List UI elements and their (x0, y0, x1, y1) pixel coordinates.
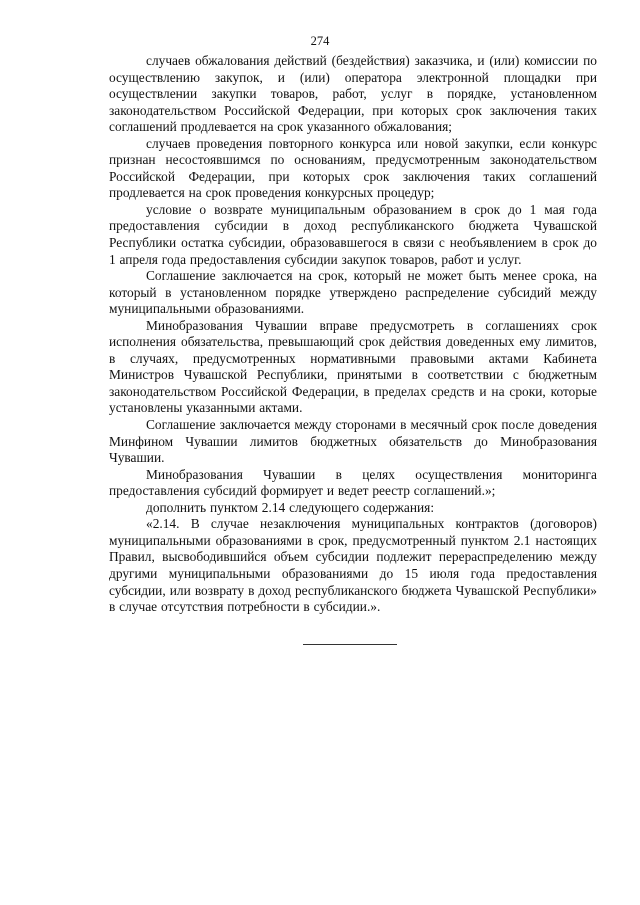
page-number: 274 (310, 34, 330, 48)
paragraph: «2.14. В случае незаключения муниципальных контрактов (договоров) муниципальными образованиями в срок, предусмотренный пунктом 2.1 настоящих Правил, высвободившийся объем субсидии подлежит перераспределению между другими муниципальными образованиями до 15 июля года предоставления субсидии, или возврату в доход республиканского бюджета Чувашской Республики» в случае отсутствия потребности в субсидии.». (109, 516, 597, 615)
paragraph: случаев проведения повторного конкурса или новой закупки, если конкурс признан несостоявшимся по основаниям, предусмотренным законодательством Российской Федерации, при которых срок заключения таких соглашений продлевается на срок проведения конкурсных процедур; (109, 135, 597, 201)
paragraph: Минобразования Чувашии в целях осуществления мониторинга предоставления субсидий формирует и ведет реестр соглашений.»; (109, 466, 597, 499)
end-separator-line (303, 644, 397, 645)
paragraph: Соглашение заключается на срок, который не может быть менее срока, на который в установленном порядке утверждено распределение субсидий между муниципальными образованиями. (109, 268, 597, 317)
paragraph: дополнить пунктом 2.14 следующего содержания: (146, 499, 435, 515)
paragraph: Минобразования Чувашии вправе предусмотреть в соглашениях срок исполнения обязательства, превышающий срок действия доведенных ему лимитов, в случаях, предусмотренных нормативными правовыми актами Кабинета Министров Чувашской Республики, принятыми в соответствии с бюджетным законодательством Российской Федерации, в пределах средств и на сроки, которые установлены указанными актами. (109, 317, 597, 416)
paragraph: случаев обжалования действий (бездействия) заказчика, и (или) комиссии по осуществлению закупок, и (или) оператора электронной площадки при осуществлении закупки товаров, работ, услуг в порядке, установленном законодательством Российской Федерации, при которых срок заключения таких соглашений продлевается на срок указанного обжалования; (109, 53, 597, 135)
document-body (109, 53, 597, 616)
paragraph: Соглашение заключается между сторонами в месячный срок после доведения Минфином Чувашии лимитов бюджетных обязательств до Минобразования Чувашии. (109, 417, 597, 466)
paragraph: условие о возврате муниципальным образованием в срок до 1 мая года предоставления субсидии в доход республиканского бюджета Чувашской Республики остатка субсидии, образовавшегося в связи с необъявлением в срок до 1 апреля года предоставления субсидии закупок товаров, работ и услуг. (109, 201, 597, 267)
